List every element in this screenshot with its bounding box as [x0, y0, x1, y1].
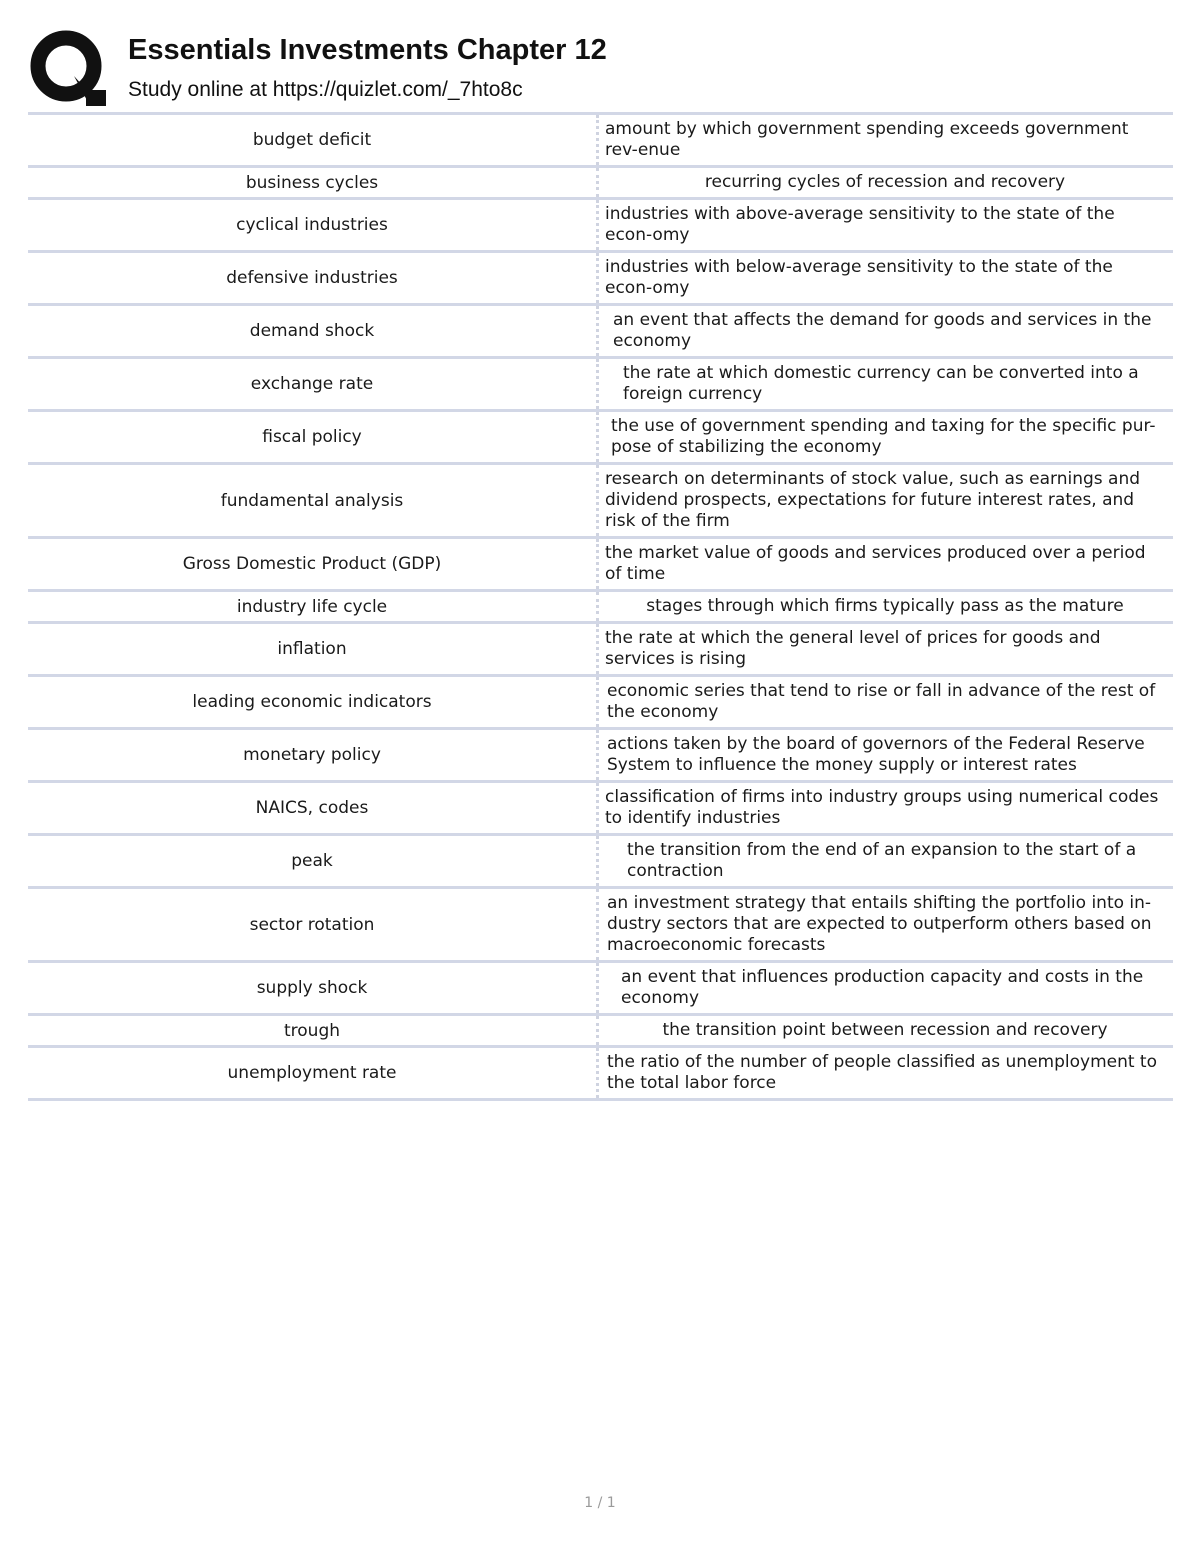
table-row	[28, 1048, 1173, 1101]
definition-cell: the transition from the end of an expansion to the start of a contraction	[596, 836, 1173, 886]
table-row	[28, 412, 1173, 465]
table-row	[28, 677, 1173, 730]
definition-cell: the rate at which domestic currency can be converted into a foreign currency	[596, 359, 1173, 409]
definition-cell: an event that affects the demand for goods and services in the economy	[596, 306, 1173, 356]
term-cell: fundamental analysis	[220, 490, 404, 511]
term-cell: unemployment rate	[227, 1063, 397, 1083]
term-cell: defensive industries	[226, 268, 398, 288]
term-cell: business cycles	[245, 172, 379, 193]
term-cell: trough	[283, 1020, 341, 1041]
definition-cell: the ratio of the number of people classified as unemployment to the total labor force	[596, 1048, 1173, 1098]
definition-cell: industries with above-average sensitivity to the state of the econ-omy	[596, 200, 1173, 250]
definition-cell: the market value of goods and services produced over a period of time	[596, 539, 1173, 589]
table-row	[28, 539, 1173, 592]
definition-cell: economic series that tend to rise or fall in advance of the rest of the economy	[596, 677, 1173, 727]
definition-cell: the use of government spending and taxing for the specific pur-pose of stabilizing the economy	[596, 412, 1173, 462]
term-cell: supply shock	[256, 978, 368, 998]
term-cell: sector rotation	[249, 914, 375, 935]
table-row	[28, 1016, 1173, 1048]
definition-cell: an event that influences production capacity and costs in the economy	[596, 963, 1173, 1013]
term-cell: industry life cycle	[236, 596, 388, 617]
table-row	[28, 359, 1173, 412]
table-row	[28, 115, 1173, 168]
table-row	[28, 306, 1173, 359]
term-cell: leading economic indicators	[192, 692, 432, 712]
definition-cell: the transition point between recession and recovery	[596, 1016, 1173, 1045]
term-cell: fiscal policy	[262, 427, 362, 447]
page-title: Essentials Investments Chapter 12	[128, 34, 607, 66]
definition-cell: industries with below-average sensitivity to the state of the econ-omy	[596, 253, 1173, 303]
term-cell: NAICS, codes	[255, 798, 369, 818]
table-row	[28, 168, 1173, 200]
table-row	[28, 200, 1173, 253]
definition-cell: actions taken by the board of governors of the Federal Reserve System to influence the money supply or interest rates	[596, 730, 1173, 780]
definition-cell: research on determinants of stock value, such as earnings and dividend prospects, expectations for future interest rates, and risk of the firm	[596, 465, 1173, 536]
table-row	[28, 889, 1173, 963]
table-row	[28, 624, 1173, 677]
page-number: 1 / 1	[584, 1495, 616, 1511]
term-cell: budget deficit	[252, 130, 372, 150]
study-online-link[interactable]: Study online at https://quizlet.com/_7hto8c	[128, 78, 523, 101]
term-cell: Gross Domestic Product (GDP)	[182, 554, 442, 574]
table-row	[28, 836, 1173, 889]
table-row	[28, 963, 1173, 1016]
definition-cell: stages through which firms typically pass as the mature	[596, 592, 1173, 621]
table-row	[28, 592, 1173, 624]
definition-cell: amount by which government spending exceeds government rev-enue	[596, 115, 1173, 165]
term-cell: cyclical industries	[236, 215, 388, 235]
term-cell: monetary policy	[243, 745, 381, 765]
term-cell: demand shock	[249, 321, 375, 341]
table-row	[28, 783, 1173, 836]
term-cell: peak	[291, 851, 333, 871]
definition-cell: recurring cycles of recession and recovery	[596, 168, 1173, 197]
definition-cell: an investment strategy that entails shifting the portfolio into in-dustry sectors that are expected to outperform others based on macroeconomic forecasts	[596, 889, 1173, 960]
term-cell: exchange rate	[250, 374, 374, 394]
table-row	[28, 730, 1173, 783]
table-row	[28, 253, 1173, 306]
quizlet-logo-icon	[30, 30, 106, 106]
table-row	[28, 465, 1173, 539]
definition-cell: the rate at which the general level of prices for goods and services is rising	[596, 624, 1173, 674]
definition-cell: classification of firms into industry groups using numerical codes to identify industries	[596, 783, 1173, 833]
terms-table	[28, 112, 1173, 1101]
term-cell: inflation	[277, 639, 347, 659]
